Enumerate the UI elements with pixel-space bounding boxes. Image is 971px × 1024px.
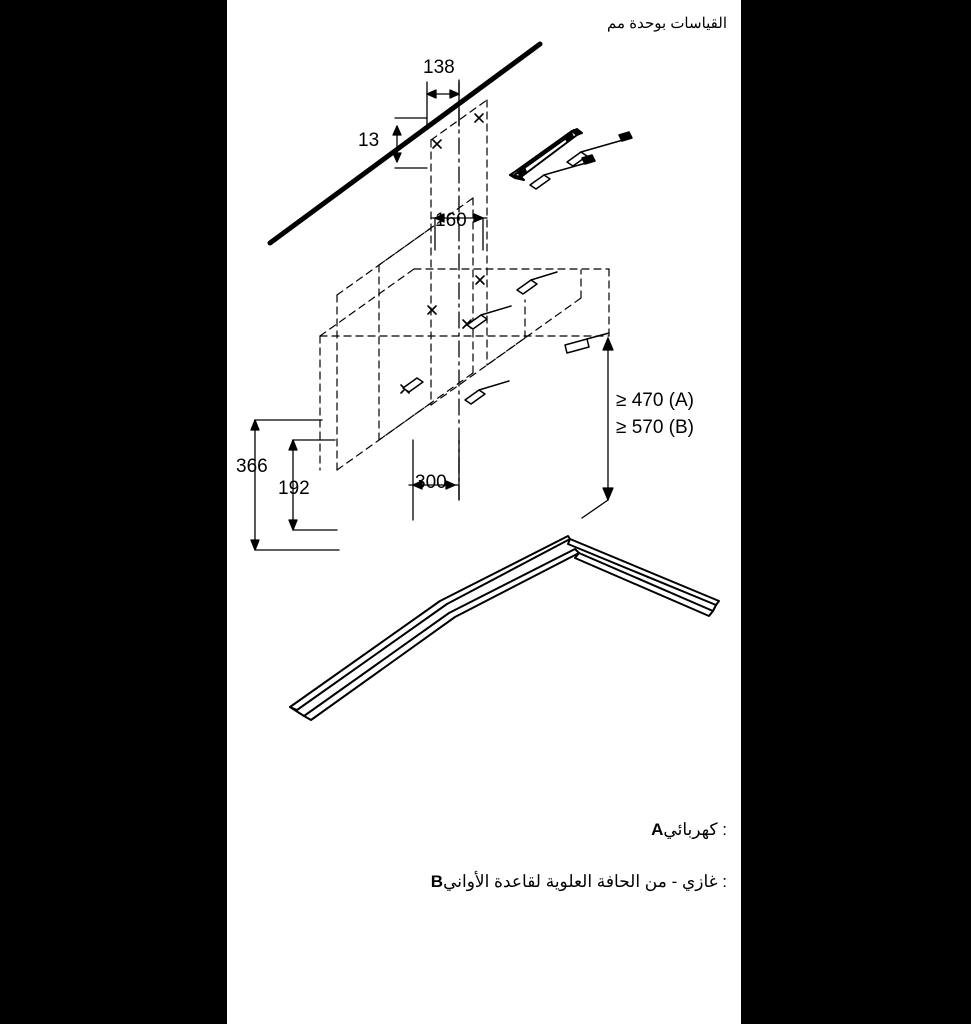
dimension-300: 300 — [415, 472, 447, 493]
units-note: القياسات بوحدة مم — [607, 15, 727, 32]
dimension-192: 192 — [278, 478, 310, 499]
legend-item-a — [651, 820, 727, 840]
dimension-160: 160 — [435, 210, 467, 231]
legend-a-key: A — [651, 820, 664, 839]
height-note-b: ≥ 570 (B) — [616, 417, 695, 438]
height-note-a: ≥ 470 (A) — [616, 390, 695, 411]
diagram-sheet — [227, 0, 741, 1024]
legend-b-key: B — [430, 872, 444, 891]
legend-item-b — [431, 872, 727, 892]
legend-a-text: : كهربائي — [663, 820, 727, 839]
dimension-366: 366 — [236, 456, 268, 477]
dimension-138: 138 — [423, 57, 455, 78]
dimension-13: 13 — [358, 130, 380, 151]
legend-b-text: : غازي - من الحافة العلوية لقاعدة الأواني — [443, 872, 727, 891]
installation-diagram — [227, 0, 741, 1024]
